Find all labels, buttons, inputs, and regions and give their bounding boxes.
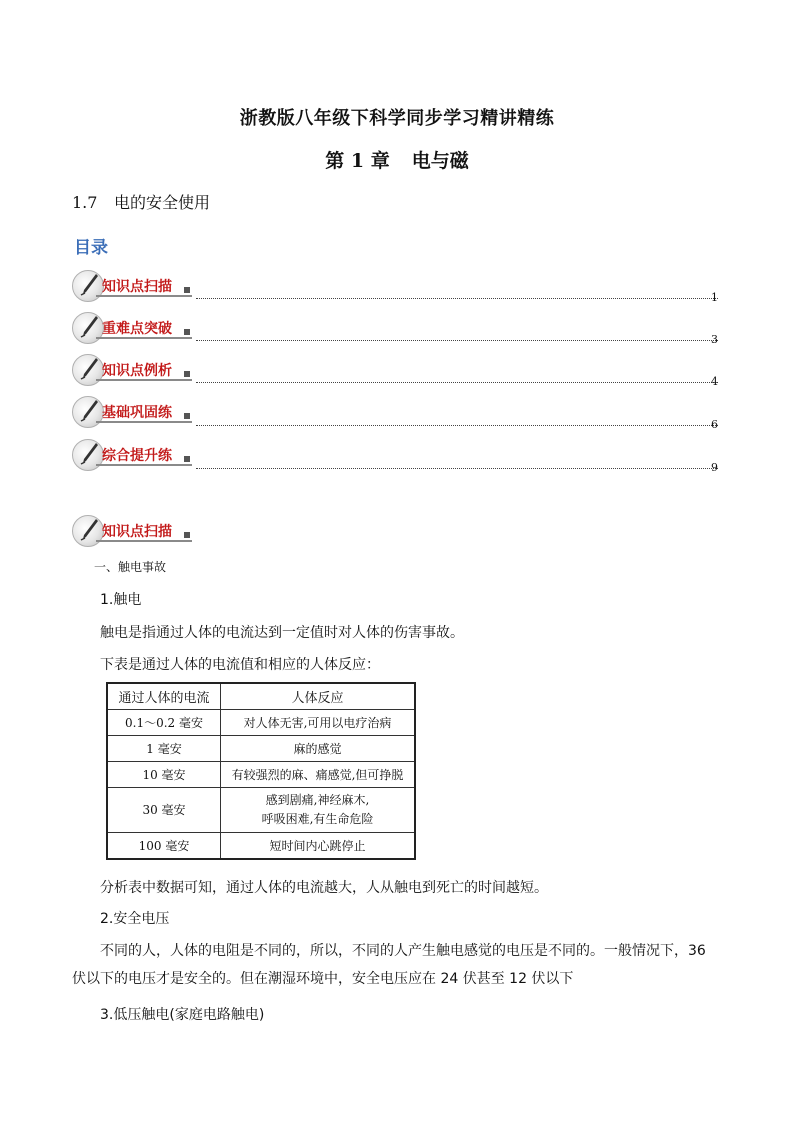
toc-item-label: 知识点例析 — [102, 363, 172, 379]
badge-square — [184, 287, 190, 293]
section-title: 电的安全使用 — [114, 193, 211, 212]
table-cell: 有较强烈的麻、痛感觉,但可挣脱 — [221, 762, 416, 788]
toc-leader — [196, 298, 718, 299]
toc-leader — [196, 340, 718, 341]
table-cell: 1 毫安 — [107, 736, 221, 762]
table-cell: 麻的感觉 — [221, 736, 416, 762]
toc-item-badge[interactable] — [72, 353, 198, 387]
badge-underline — [96, 295, 192, 297]
table-row — [107, 736, 415, 762]
toc-item-badge[interactable] — [72, 311, 198, 345]
chapter-heading — [0, 146, 794, 173]
pen-icon — [78, 399, 100, 423]
table-row — [107, 788, 415, 833]
section-badge — [72, 514, 198, 548]
heading-electric-shock: 一、触电事故 — [94, 560, 167, 574]
table-header: 人体反应 — [221, 683, 416, 710]
badge-square — [184, 371, 190, 377]
toc-item-badge[interactable] — [72, 438, 198, 472]
badge-underline — [96, 540, 192, 542]
table-row — [107, 762, 415, 788]
toc-page-number: 4 — [711, 375, 718, 388]
pen-icon — [78, 273, 100, 297]
paragraph-table-intro: 下表是通过人体的电流值和相应的人体反应： — [100, 657, 380, 673]
toc-page-number: 6 — [711, 418, 718, 431]
toc-leader — [196, 468, 718, 469]
table-header-row — [107, 683, 415, 710]
document-title: 浙教版八年级下科学同步学习精讲精练 — [239, 108, 555, 129]
badge-square — [184, 413, 190, 419]
toc-item-label: 综合提升练 — [102, 448, 172, 464]
paragraph-analysis: 分析表中数据可知，通过人体的电流越大，人从触电到死亡的时间越短。 — [100, 880, 548, 896]
table-cell: 100 毫安 — [107, 833, 221, 860]
toc-item-label: 知识点扫描 — [102, 279, 172, 295]
pen-icon — [78, 315, 100, 339]
table-row — [107, 710, 415, 736]
paragraph-safe-voltage: 不同的人，人体的电阻是不同的，所以，不同的人产生触电感觉的电压是不同的。一般情况下，36 伏以下的电压才是安全的。但在潮湿环境中，安全电压应在 24 伏甚至 12 伏以下 — [72, 943, 706, 987]
badge-square — [184, 456, 190, 462]
badge-underline — [96, 379, 192, 381]
chapter-number: 第 1 章 — [325, 150, 390, 172]
toc-item-label: 基础巩固练 — [102, 405, 172, 421]
toc-page-number: 9 — [711, 461, 718, 474]
toc-item-badge[interactable] — [72, 269, 198, 303]
pen-icon — [78, 442, 100, 466]
badge-square — [184, 329, 190, 335]
table-cell: 10 毫安 — [107, 762, 221, 788]
toc-item-label: 重难点突破 — [102, 321, 172, 337]
badge-underline — [96, 337, 192, 339]
badge-square — [184, 532, 190, 538]
toc-item-badge[interactable] — [72, 395, 198, 429]
subheading-safe-voltage: 2.安全电压 — [100, 911, 170, 927]
subheading-low-voltage: 3.低压触电(家庭电路触电) — [100, 1007, 265, 1023]
toc-page-number: 3 — [711, 333, 718, 346]
section-heading — [72, 190, 210, 213]
section-badge-label: 知识点扫描 — [102, 524, 172, 540]
subheading-shock: 1.触电 — [100, 592, 142, 608]
badge-underline — [96, 421, 192, 423]
badge-underline — [96, 464, 192, 466]
current-response-table — [106, 682, 416, 860]
paragraph-definition: 触电是指通过人体的电流达到一定值时对人体的伤害事故。 — [100, 625, 464, 641]
table-cell: 短时间内心跳停止 — [221, 833, 416, 860]
table-cell: 30 毫安 — [107, 788, 221, 833]
section-number: 1.7 — [72, 193, 98, 212]
pen-icon — [78, 357, 100, 381]
toc-leader — [196, 425, 718, 426]
table-cell: 0.1～0.2 毫安 — [107, 710, 221, 736]
toc-page-number: 1 — [711, 291, 718, 304]
table-row — [107, 833, 415, 860]
toc-leader — [196, 382, 718, 383]
chapter-name: 电与磁 — [411, 150, 469, 172]
table-header: 通过人体的电流 — [107, 683, 221, 710]
pen-icon — [78, 518, 100, 542]
table-cell: 对人体无害,可用以电疗治病 — [221, 710, 416, 736]
toc-title: 目录 — [74, 238, 108, 258]
table-cell: 感到剧痛,神经麻木,呼吸困难,有生命危险 — [221, 788, 416, 833]
